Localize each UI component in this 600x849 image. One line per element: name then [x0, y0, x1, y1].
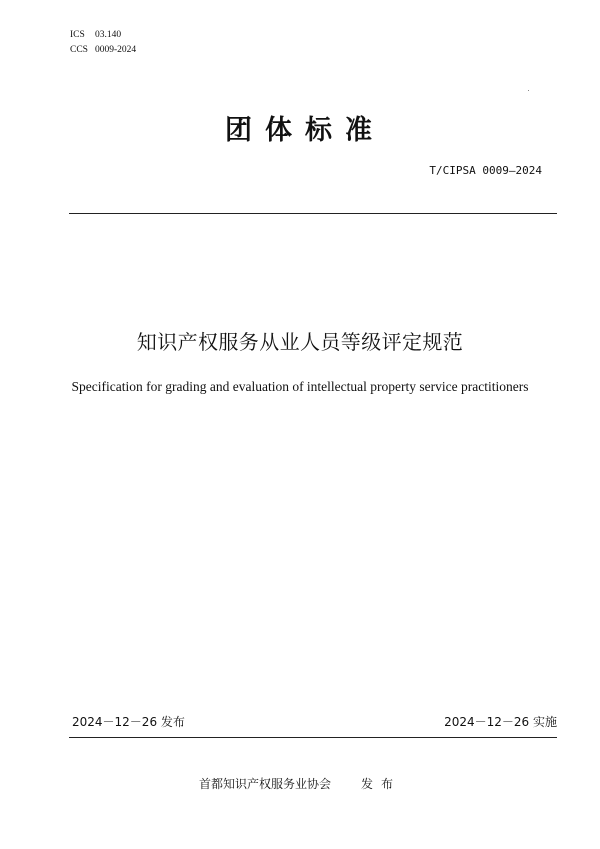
ics-classification	[70, 29, 121, 41]
footer-divider	[69, 737, 557, 738]
header-divider	[69, 213, 557, 214]
publish-action: 发布	[361, 777, 402, 791]
publisher-name: 首都知识产权服务业协会	[198, 777, 331, 791]
publish-date: 2024－12－26 发布	[72, 715, 185, 729]
scan-speck	[528, 90, 529, 91]
ccs-label: CCS	[70, 45, 88, 55]
ccs-value: 0009-2024	[95, 45, 137, 55]
document-type-heading: 团体标准	[225, 115, 385, 146]
ics-label: ICS	[70, 30, 85, 40]
ics-value: 03.140	[95, 30, 122, 40]
title-english: Specification for grading and evaluation of intellectual property service practitioners	[71, 379, 529, 394]
title-chinese: 知识产权服务从业人员等级评定规范	[136, 330, 464, 354]
standard-number: T/CIPSA 0009—2024	[429, 164, 542, 177]
effective-date: 2024－12－26 实施	[444, 715, 557, 729]
ccs-classification	[70, 44, 136, 56]
publisher-line	[0, 776, 600, 792]
